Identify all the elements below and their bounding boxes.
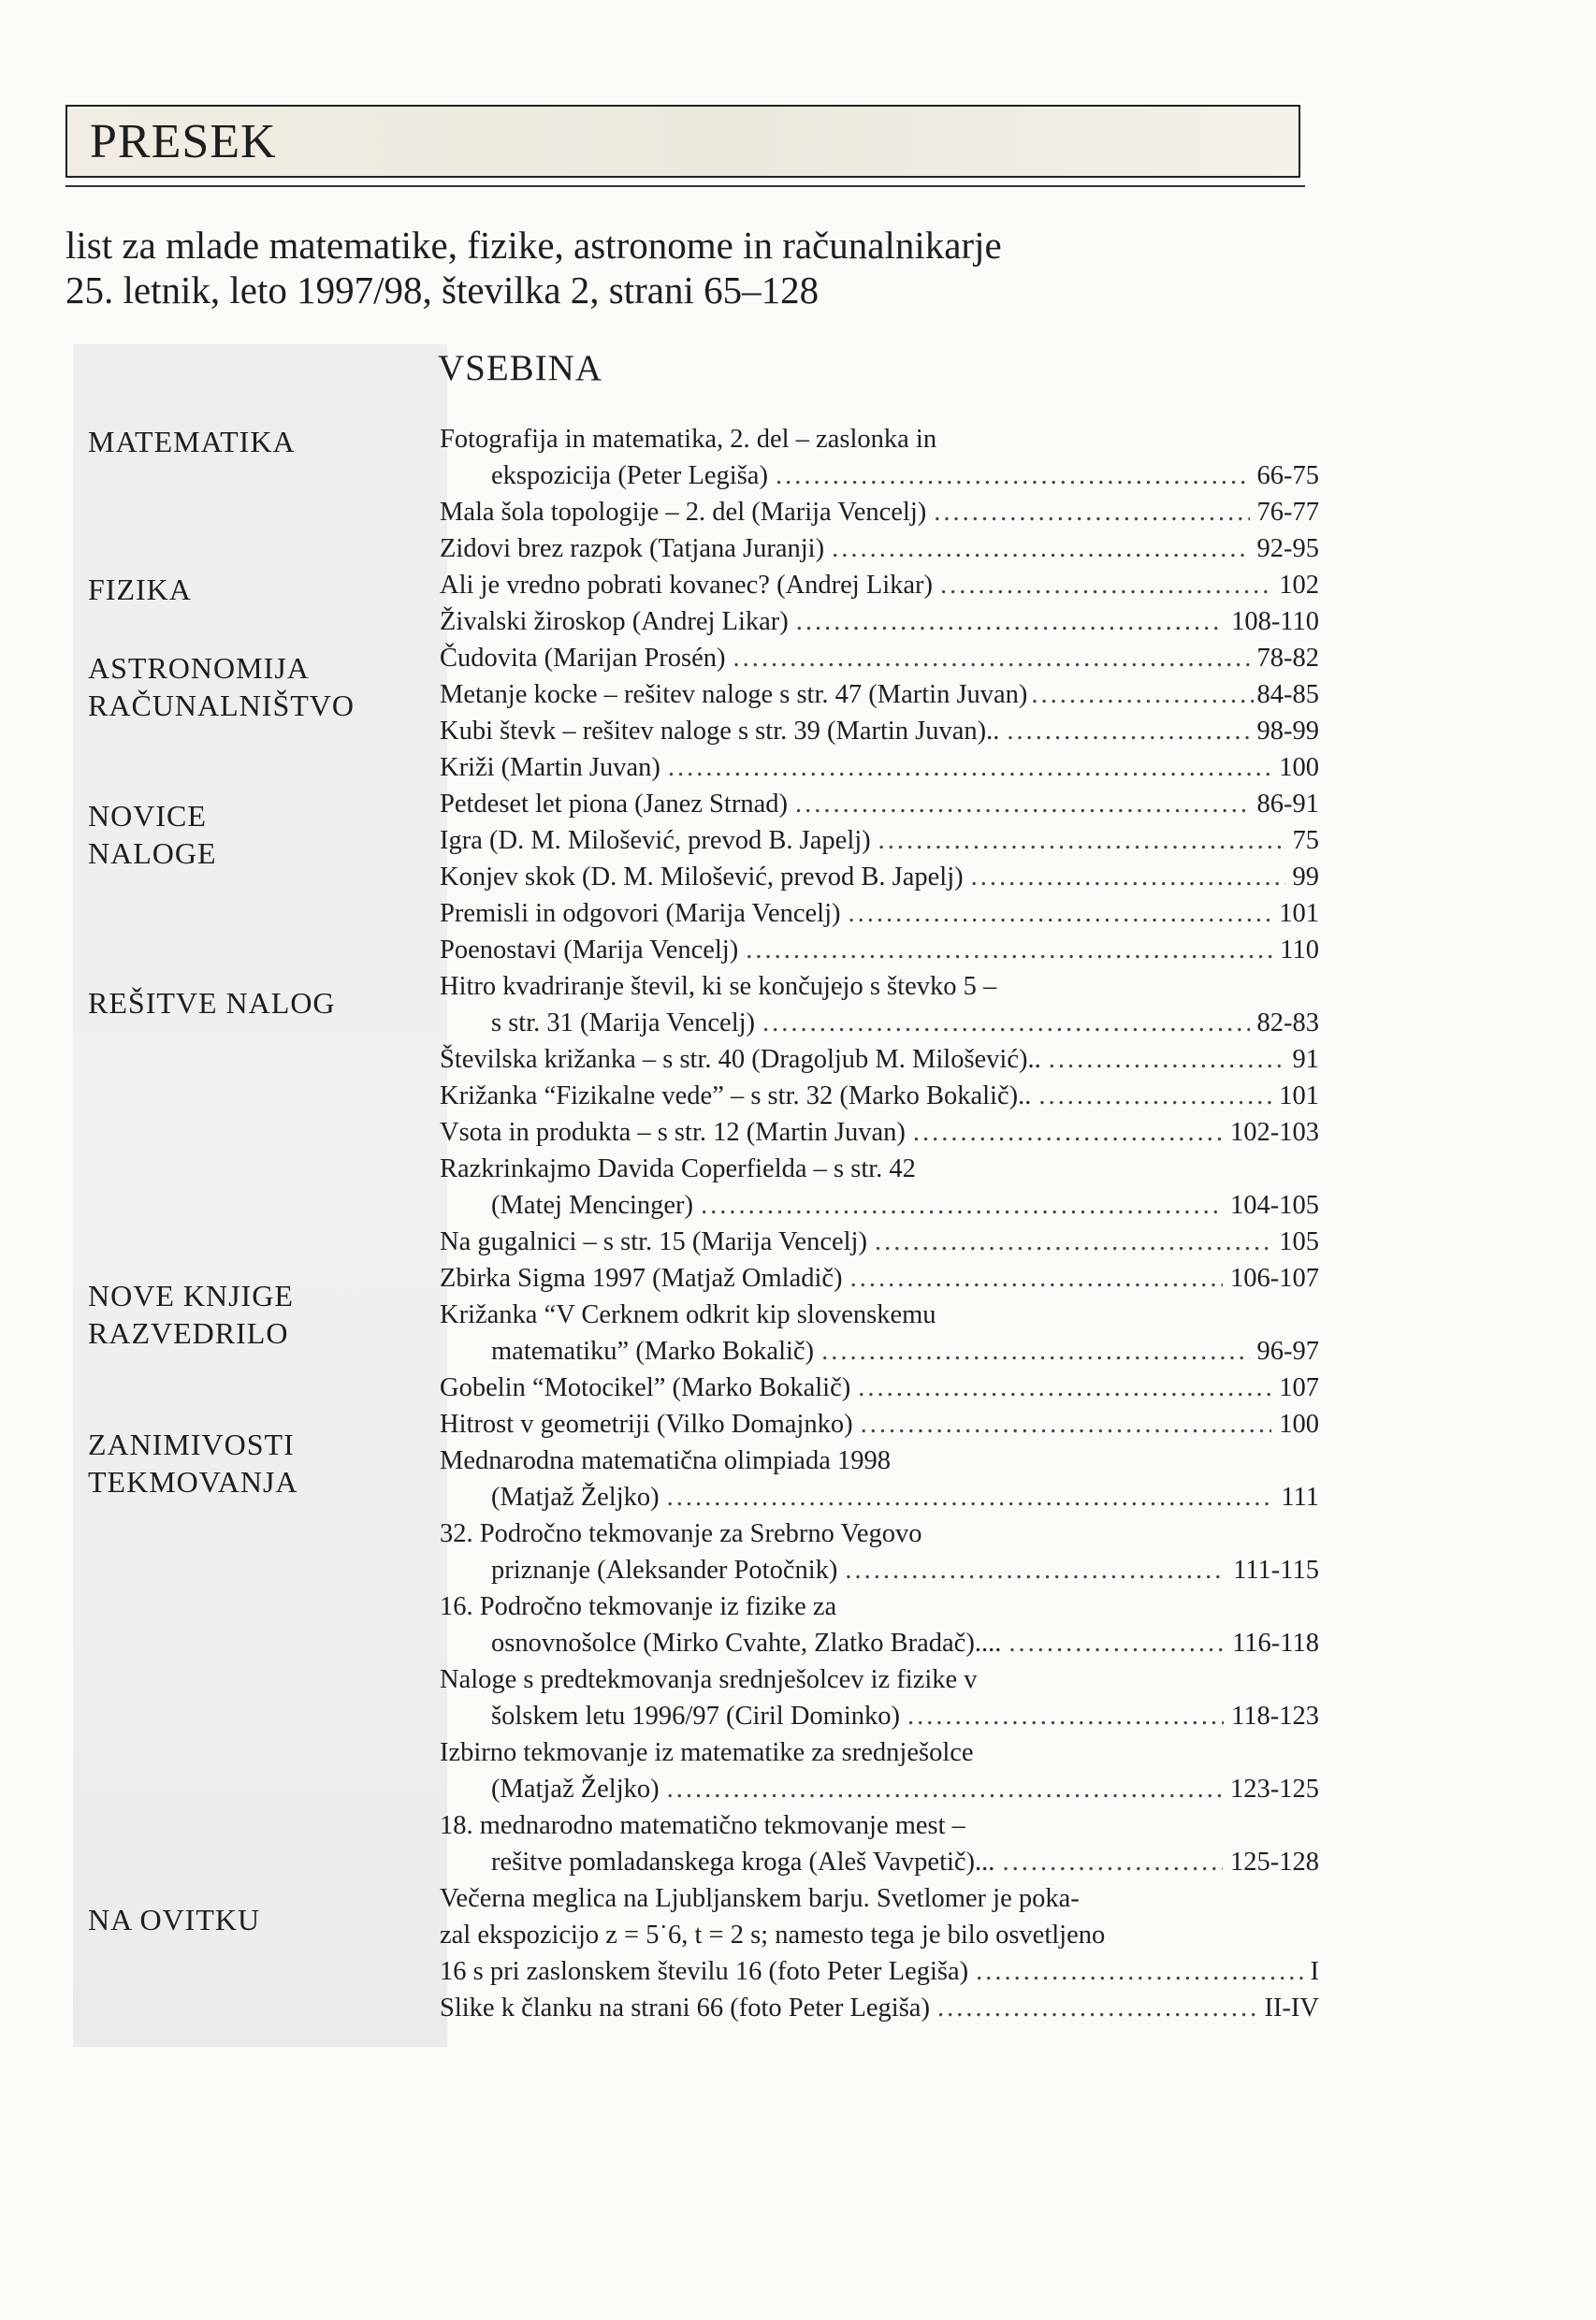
category-matematika: MATEMATIKA: [88, 425, 296, 458]
category-naloge: NALOGE: [88, 836, 217, 870]
dot-leader: [733, 640, 1250, 676]
toc-entry-title: Križi (Martin Juvan): [440, 753, 660, 782]
toc-entry: [440, 1917, 1319, 1953]
dot-leader: [821, 1333, 1249, 1370]
toc-entry: [440, 1625, 1319, 1661]
dot-leader: [971, 859, 1285, 895]
toc-entry-title: ekspozicija (Peter Legiša): [491, 461, 768, 490]
dot-leader: [795, 786, 1250, 822]
dot-leader: [858, 1370, 1271, 1406]
toc-entry: [440, 1990, 1319, 2026]
dot-leader: [1007, 713, 1249, 749]
toc-entry: [440, 1041, 1319, 1078]
dot-leader: [937, 1990, 1257, 2026]
toc-entry: [440, 1370, 1319, 1406]
dot-leader: [934, 494, 1249, 530]
toc-entry-page: 125-128: [1230, 1848, 1319, 1877]
toc-entry: [440, 494, 1319, 530]
toc-entry-title: Petdeset let piona (Janez Strnad): [440, 790, 788, 819]
toc-entry: [440, 421, 1319, 457]
toc-entry: [440, 822, 1319, 859]
masthead-box: [65, 105, 1300, 178]
toc-entry: [440, 713, 1319, 749]
toc-entry-title: Zidovi brez razpok (Tatjana Juranji): [440, 534, 825, 563]
toc-entry-title: (Matej Mencinger): [491, 1191, 694, 1220]
dot-leader: [848, 895, 1271, 932]
category-novice: NOVICE: [88, 799, 207, 833]
toc-entry-page: 100: [1279, 753, 1319, 782]
dot-leader: [878, 822, 1285, 859]
toc-entry-page: 96-97: [1256, 1337, 1319, 1366]
toc-entry-page: II-IV: [1264, 1994, 1319, 2023]
dot-leader: [850, 1260, 1223, 1297]
toc-entry-title: Slike k članku na strani 66 (foto Peter Legiša): [440, 1994, 930, 2023]
toc-entry-title: Ali je vredno pobrati kovanec? (Andrej Likar): [440, 571, 934, 600]
subtitle: [65, 223, 1282, 312]
toc-entry-page: 118-123: [1231, 1702, 1319, 1731]
dot-leader: [861, 1406, 1272, 1443]
dot-leader: [762, 1005, 1249, 1041]
toc-heading: VSEBINA: [438, 348, 603, 388]
dot-leader: [875, 1224, 1271, 1260]
toc-entry-page: I: [1310, 1957, 1319, 1986]
toc-entry-page: 111-115: [1233, 1556, 1319, 1585]
toc-entry: [440, 530, 1319, 567]
category-astronomija: ASTRONOMIJA: [88, 651, 310, 685]
toc-entry-title: Gobelin “Motocikel” (Marko Bokalič): [440, 1373, 851, 1402]
toc-entry-title: 32. Področno tekmovanje za Srebrno Vegovo: [440, 1519, 922, 1548]
toc-entry: [440, 1224, 1319, 1260]
toc-entry-title: matematiku” (Marko Bokalič): [491, 1337, 815, 1366]
toc-entry-title: Mala šola topologije – 2. del (Marija Vencelj): [440, 498, 927, 527]
dot-leader: [940, 567, 1271, 603]
toc-entry-title: Na gugalnici – s str. 15 (Marija Vencelj): [440, 1227, 867, 1256]
dot-leader: [667, 1771, 1223, 1807]
dot-leader: [1002, 1844, 1223, 1880]
toc-entry: [440, 676, 1319, 713]
toc-entry: [440, 859, 1319, 895]
toc-entry: [440, 1187, 1319, 1224]
dot-leader: [776, 457, 1250, 494]
toc-entry: [440, 1661, 1319, 1698]
toc-entry-page: 102: [1279, 571, 1319, 600]
toc-entry: [440, 1552, 1319, 1588]
toc-entry-page: 116-118: [1232, 1629, 1319, 1658]
toc-entry-page: 99: [1292, 863, 1319, 892]
toc-entry-title: Mednarodna matematična olimpiada 1998: [440, 1446, 891, 1475]
toc-entry-title: 18. mednarodno matematično tekmovanje mest –: [440, 1811, 965, 1840]
toc-entry-title: Metanje kocke – rešitev naloge s str. 47 (Martin Juvan): [440, 680, 1028, 709]
toc-entry: [440, 1005, 1319, 1041]
toc-entry-page: 108-110: [1231, 607, 1319, 636]
toc-entry: [440, 1515, 1319, 1552]
toc-entry: [440, 968, 1319, 1005]
toc-entry-title: šolskem letu 1996/97 (Ciril Dominko): [491, 1702, 900, 1731]
subtitle-line-2: 25. letnik, leto 1997/98, številka 2, strani 65–128: [65, 268, 820, 312]
toc-entry: [440, 1443, 1319, 1479]
toc-entry-title: zal ekspozicijo z = 5˙6, t = 2 s; namesto tega je bilo osvetljeno: [440, 1921, 1106, 1950]
toc-entry-title: (Matjaž Željko): [491, 1483, 660, 1512]
toc-entry-title: s str. 31 (Marija Vencelj): [491, 1008, 756, 1037]
toc-entry-title: Številska križanka – s str. 40 (Dragoljub M. Milošević)..: [440, 1045, 1041, 1074]
toc-entry-title: Razkrinkajmo Davida Coperfielda – s str. 42: [440, 1154, 916, 1183]
toc-entry-title: Vsota in produkta – s str. 12 (Martin Juvan): [440, 1118, 906, 1147]
toc-entry-page: 105: [1279, 1227, 1319, 1256]
category-na-ovitku: NA OVITKU: [88, 1903, 261, 1936]
toc-entry-page: 84-85: [1256, 680, 1319, 709]
dot-leader: [976, 1953, 1302, 1990]
dot-leader: [667, 1479, 1274, 1515]
toc-entry-title: 16 s pri zaslonskem številu 16 (foto Peter Legiša): [440, 1957, 969, 1986]
dot-leader: [907, 1698, 1224, 1734]
toc-entry: [440, 567, 1319, 603]
toc-entry-title: Izbirno tekmovanje iz matematike za srednješolce: [440, 1738, 974, 1767]
toc-entries: [440, 421, 1319, 2026]
category-razvedrilo: RAZVEDRILO: [88, 1316, 289, 1350]
toc-entry-page: 101: [1279, 1081, 1319, 1110]
toc-entry: [440, 1588, 1319, 1625]
toc-entry-page: 106-107: [1230, 1264, 1319, 1293]
toc-entry-title: rešitve pomladanskega kroga (Aleš Vavpetič)...: [491, 1848, 995, 1877]
toc-entry: [440, 1151, 1319, 1187]
category-tekmovanja: TEKMOVANJA: [88, 1465, 298, 1499]
toc-entry-title: Konjev skok (D. M. Milošević, prevod B. Japelj): [440, 863, 964, 892]
toc-entry: [440, 1734, 1319, 1771]
toc-entry-title: Poenostavi (Marija Vencelj): [440, 935, 739, 964]
toc-entry: [440, 457, 1319, 494]
masthead-title: PRESEK: [90, 115, 277, 168]
toc-entry-page: 111: [1281, 1483, 1319, 1512]
toc-entry: [440, 1880, 1319, 1917]
toc-entry: [440, 1114, 1319, 1151]
dot-leader: [1049, 1041, 1285, 1078]
toc-entry-title: priznanje (Aleksander Potočnik): [491, 1556, 838, 1585]
toc-entry: [440, 1260, 1319, 1297]
toc-entry: [440, 1333, 1319, 1370]
dot-leader: [845, 1552, 1226, 1588]
category-fizika: FIZIKA: [88, 573, 192, 606]
toc-entry-page: 107: [1279, 1373, 1319, 1402]
toc-entry-page: 86-91: [1256, 790, 1319, 819]
toc-entry-title: Premisli in odgovori (Marija Vencelj): [440, 899, 841, 928]
toc-entry: [440, 1078, 1319, 1114]
toc-entry: [440, 603, 1319, 640]
category-resitve-nalog: REŠITVE NALOG: [88, 986, 336, 1020]
masthead-rule: [65, 185, 1305, 187]
toc-entry-title: Igra (D. M. Milošević, prevod B. Japelj): [440, 826, 871, 855]
toc-entry-page: 75: [1292, 826, 1319, 855]
toc-entry: [440, 1844, 1319, 1880]
category-nove-knjige: NOVE KNJIGE: [88, 1279, 294, 1312]
toc-entry-title: Kubi števk – rešitev naloge s str. 39 (Martin Juvan)..: [440, 717, 1000, 746]
dot-leader: [913, 1114, 1223, 1151]
toc-entry-title: Križanka “Fizikalne vede” – s str. 32 (Marko Bokalič)..: [440, 1081, 1032, 1110]
dot-leader: [1031, 676, 1253, 713]
toc-entry-page: 110: [1280, 935, 1319, 964]
toc-entry-title: Fotografija in matematika, 2. del – zaslonka in: [440, 425, 937, 454]
toc-entry-page: 123-125: [1230, 1775, 1319, 1804]
toc-entry: [440, 1406, 1319, 1443]
toc-entry-page: 78-82: [1256, 644, 1319, 673]
toc-entry: [440, 895, 1319, 932]
toc-entry-title: Naloge s predtekmovanja srednješolcev iz fizike v: [440, 1665, 978, 1694]
toc-entry-page: 104-105: [1230, 1191, 1319, 1220]
toc-entry: [440, 932, 1319, 968]
toc-entry-page: 98-99: [1256, 717, 1319, 746]
toc-entry-page: 76-77: [1256, 498, 1319, 527]
dot-leader: [832, 530, 1249, 567]
toc-entry-page: 91: [1292, 1045, 1319, 1074]
dot-leader: [746, 932, 1272, 968]
toc-entry-page: 66-75: [1256, 461, 1319, 490]
toc-entry-page: 101: [1279, 899, 1319, 928]
toc-entry: [440, 640, 1319, 676]
subtitle-line-1: list za mlade matematike, fizike, astronome in računalnikarje: [65, 224, 1002, 267]
toc-entry: [440, 1698, 1319, 1734]
toc-entry-title: Hitrost v geometriji (Vilko Domajnko): [440, 1410, 853, 1439]
toc-entry-title: Živalski žiroskop (Andrej Likar): [440, 607, 789, 636]
toc-entry-page: 82-83: [1256, 1008, 1319, 1037]
toc-entry-title: Čudovita (Marijan Prosén): [440, 644, 726, 673]
toc-entry-title: Križanka “V Cerknem odkrit kip slovenskemu: [440, 1300, 936, 1329]
dot-leader: [1038, 1078, 1271, 1114]
toc-entry-title: (Matjaž Željko): [491, 1775, 660, 1804]
dot-leader: [1008, 1625, 1225, 1661]
toc-entry-title: 16. Področno tekmovanje iz fizike za: [440, 1592, 837, 1621]
dot-leader: [796, 603, 1224, 640]
toc-entry: [440, 1807, 1319, 1844]
category-zanimivosti: ZANIMIVOSTI: [88, 1428, 295, 1461]
toc-entry: [440, 749, 1319, 786]
toc-entry-title: Hitro kvadriranje števil, ki se končujejo s števko 5 –: [440, 972, 997, 1001]
toc-entry-page: 102-103: [1230, 1118, 1319, 1147]
toc-entry: [440, 1771, 1319, 1807]
toc-entry: [440, 1297, 1319, 1333]
dot-leader: [668, 749, 1271, 786]
toc-entry-page: 92-95: [1256, 534, 1319, 563]
toc-entry-title: Zbirka Sigma 1997 (Matjaž Omladič): [440, 1264, 843, 1293]
toc-entry: [440, 1953, 1319, 1990]
toc-entry-title: Večerna meglica na Ljubljanskem barju. Svetlomer je poka-: [440, 1884, 1080, 1913]
toc-entry: [440, 786, 1319, 822]
toc-entry-title: osnovnošolce (Mirko Cvahte, Zlatko Bradač)....: [491, 1629, 1002, 1658]
toc-entry-page: 100: [1279, 1410, 1319, 1439]
category-racunalnistvo: RAČUNALNIŠTVO: [88, 689, 355, 722]
dot-leader: [701, 1187, 1223, 1224]
toc-entry: [440, 1479, 1319, 1515]
